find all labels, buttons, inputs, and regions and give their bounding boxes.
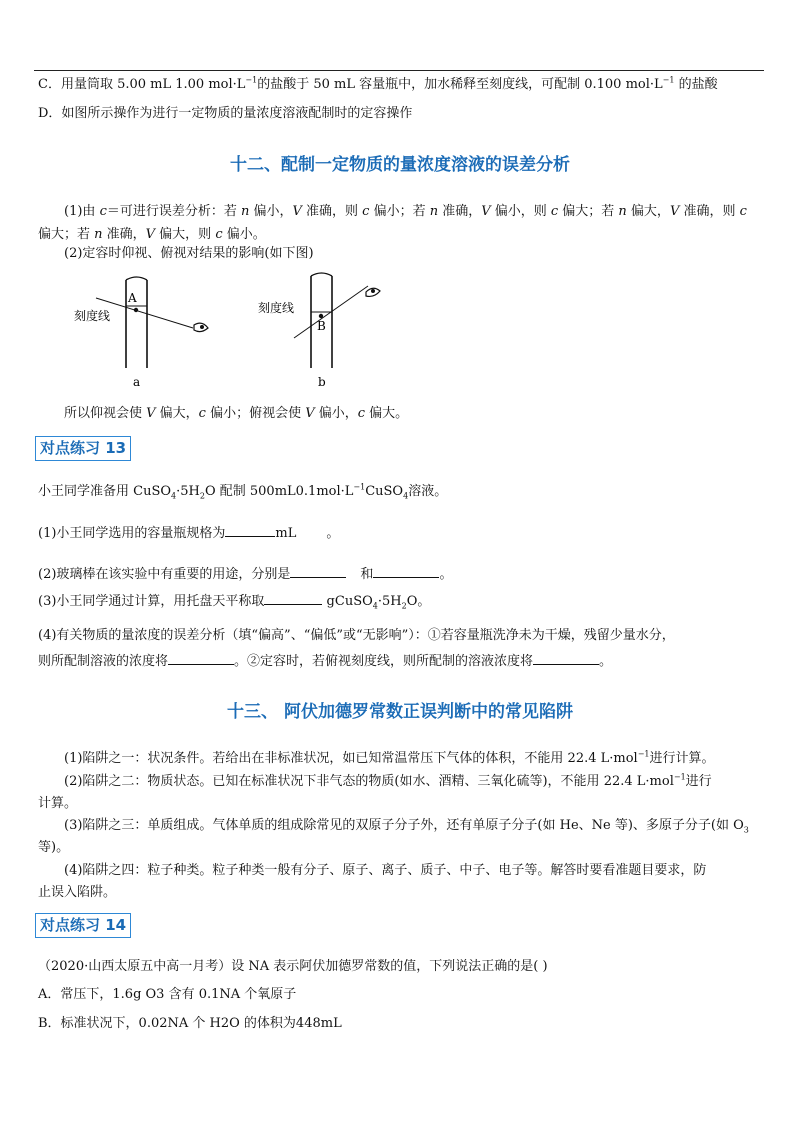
text: ＝可进行误差分析：若 bbox=[106, 204, 241, 219]
var-c: c bbox=[215, 227, 223, 242]
s12-paragraph-3 bbox=[64, 405, 408, 423]
text: ·5H bbox=[377, 594, 402, 609]
ex14-stem: （2020·山西太原五中高一月考）设 NA 表示阿伏加德罗常数的值，下列说法正确的是( ) bbox=[38, 959, 548, 974]
text: ·5H bbox=[176, 484, 200, 499]
text: 小王同学准备用 CuSO bbox=[38, 484, 172, 499]
caption-a: a bbox=[133, 375, 141, 389]
s13-trap-3-line-2: 等)。 bbox=[38, 840, 70, 855]
text: 和 bbox=[360, 567, 374, 582]
superscript: −1 bbox=[662, 75, 675, 85]
ex13-intro bbox=[38, 483, 447, 501]
subscript: 4 bbox=[171, 491, 177, 501]
subscript: 3 bbox=[743, 825, 749, 835]
var-V: V bbox=[145, 227, 156, 242]
answer-blank[interactable] bbox=[264, 592, 322, 605]
answer-blank[interactable] bbox=[373, 565, 439, 578]
text: 偏大， bbox=[626, 204, 670, 219]
var-V: V bbox=[292, 204, 302, 219]
subscript: 4 bbox=[372, 601, 378, 611]
exercise-13-badge: 对点练习 13 bbox=[35, 436, 131, 461]
ex13-q4-line-2 bbox=[38, 652, 612, 671]
option-c-text-b: 的盐酸于 50 mL 容量瓶中，加水稀释至刻度线，可配制 0.100 mol·L bbox=[257, 77, 663, 92]
option-c-text-c: 的盐酸 bbox=[674, 77, 718, 92]
ex13-q1 bbox=[38, 524, 339, 543]
text: 偏大， bbox=[155, 406, 199, 421]
scale-line-label-b: 刻度线 bbox=[258, 301, 295, 315]
s12-paragraph-1-line-1 bbox=[64, 203, 747, 221]
var-c: c bbox=[357, 406, 366, 421]
text: (1)由 bbox=[64, 204, 100, 219]
text: 。 bbox=[599, 654, 613, 669]
figure-b bbox=[294, 273, 380, 368]
text: 偏小；若 bbox=[369, 204, 430, 219]
text: 准确，则 bbox=[301, 204, 363, 219]
text: 则所配制溶液的浓度将 bbox=[38, 654, 169, 669]
figure-a bbox=[96, 277, 208, 368]
subscript: 2 bbox=[199, 491, 205, 501]
s13-trap-2-line-1 bbox=[64, 773, 712, 791]
text: (3)陷阱之三：单质组成。气体单质的组成除常见的双原子分子外，还有单原子分子(如 He、Ne 等)、多原子分子(如 O bbox=[64, 818, 744, 833]
text: 进行计算。 bbox=[649, 751, 715, 766]
section-13-title: 十三、 阿伏加德罗常数正误判断中的常见陷阱 bbox=[227, 702, 573, 722]
superscript: −1 bbox=[245, 75, 258, 85]
point-b-label: B bbox=[317, 319, 326, 333]
text: 偏小， bbox=[314, 406, 358, 421]
subscript: 2 bbox=[401, 601, 407, 611]
superscript: −1 bbox=[673, 772, 686, 782]
text: 。 bbox=[439, 567, 453, 582]
var-c: c bbox=[362, 204, 370, 219]
superscript: −1 bbox=[353, 482, 366, 492]
option-d: D．如图所示操作为进行一定物质的量浓度溶液配制时的定容操作 bbox=[38, 106, 413, 121]
text: 。②定容时，若俯视刻度线，则所配制的溶液浓度将 bbox=[234, 654, 534, 669]
superscript: −1 bbox=[637, 749, 650, 759]
text: 进行 bbox=[685, 774, 712, 789]
text: 偏小，则 bbox=[490, 204, 551, 219]
s13-trap-4-line-1: (4)陷阱之四：粒子种类。粒子种类一般有分子、原子、离子、质子、中子、电子等。解答时要看准题目要求，防 bbox=[64, 863, 707, 878]
text: 准确， bbox=[102, 227, 146, 242]
text: (3)小王同学通过计算，用托盘天平称取 bbox=[38, 594, 265, 609]
text: 偏大。 bbox=[365, 406, 409, 421]
text: O 配制 500mL0.1mol·L bbox=[204, 484, 354, 499]
subscript: 4 bbox=[403, 491, 409, 501]
text: (1)小王同学选用的容量瓶规格为 bbox=[38, 526, 226, 541]
text: 偏小， bbox=[249, 204, 293, 219]
var-V: V bbox=[669, 204, 680, 219]
answer-blank[interactable] bbox=[168, 652, 234, 665]
exercise-14-badge: 对点练习 14 bbox=[35, 913, 131, 938]
text: 偏大；若 bbox=[38, 227, 95, 242]
var-n: n bbox=[240, 204, 250, 219]
var-c: c bbox=[198, 406, 206, 421]
text: mL bbox=[275, 526, 297, 541]
s13-trap-2-line-2: 计算。 bbox=[38, 796, 78, 811]
text: 偏大；若 bbox=[558, 204, 619, 219]
meniscus-figure bbox=[68, 268, 388, 398]
text: 。 bbox=[326, 526, 340, 541]
text: 偏小。 bbox=[222, 227, 266, 242]
text: 溶液。 bbox=[408, 484, 448, 499]
var-c: c bbox=[550, 204, 559, 219]
point-a-label: A bbox=[128, 291, 137, 305]
var-V: V bbox=[305, 406, 315, 421]
text: (2)陷阱之二：物质状态。已知在标准状况下非气态的物质(如水、酒精、三氧化硫等)，不能用 22.4 L·mol bbox=[64, 774, 674, 789]
ex14-option-a: A．常压下，1.6g O3 含有 0.1NA 个氧原子 bbox=[38, 987, 297, 1002]
option-c-text-a: C．用量筒取 5.00 mL 1.00 mol·L bbox=[38, 77, 246, 92]
var-c: c bbox=[99, 204, 107, 219]
ex14-option-b: B．标准状况下，0.02NA 个 H2O 的体积为448mL bbox=[38, 1016, 342, 1031]
var-n: n bbox=[429, 204, 439, 219]
var-c: c bbox=[739, 204, 747, 219]
text: 所以仰视会使 bbox=[64, 406, 147, 421]
text: O。 bbox=[406, 594, 431, 609]
scale-line-label-a: 刻度线 bbox=[74, 309, 111, 323]
text: 偏大，则 bbox=[155, 227, 216, 242]
section-12-title: 十二、配制一定物质的量浓度溶液的误差分析 bbox=[230, 155, 570, 175]
var-V: V bbox=[481, 204, 491, 219]
answer-blank[interactable] bbox=[225, 524, 275, 537]
text: gCuSO bbox=[322, 594, 373, 609]
ex13-q3 bbox=[38, 592, 430, 611]
answer-blank[interactable] bbox=[533, 652, 599, 665]
var-V: V bbox=[146, 406, 156, 421]
s12-paragraph-2: (2)定容时仰视、俯视对结果的影响(如下图) bbox=[64, 246, 314, 261]
s13-trap-1 bbox=[64, 750, 715, 768]
text: (2)玻璃棒在该实验中有重要的用途，分别是 bbox=[38, 567, 291, 582]
text: 偏小；俯视会使 bbox=[205, 406, 306, 421]
text: (1)陷阱之一：状况条件。若给出在非标准状况，如已知常温常压下气体的体积，不能用 22.4 L·mol bbox=[64, 751, 638, 766]
ex13-q2 bbox=[38, 565, 452, 584]
caption-b: b bbox=[318, 375, 326, 389]
text: 准确， bbox=[438, 204, 482, 219]
s13-trap-3-line-1 bbox=[64, 817, 749, 835]
answer-blank[interactable] bbox=[290, 565, 346, 578]
text: CuSO bbox=[365, 484, 404, 499]
ex13-q4-line-1: (4)有关物质的量浓度的误差分析（填“偏高”、“偏低”或“无影响”）：①若容量瓶洗净未为干燥，残留少量水分， bbox=[38, 628, 675, 643]
header-rule bbox=[34, 70, 764, 71]
option-c bbox=[38, 76, 718, 94]
var-n: n bbox=[618, 204, 627, 219]
s13-trap-4-line-2: 止误入陷阱。 bbox=[38, 885, 117, 900]
s12-paragraph-1-line-2 bbox=[38, 226, 266, 244]
var-n: n bbox=[94, 227, 103, 242]
text: 准确，则 bbox=[679, 204, 740, 219]
